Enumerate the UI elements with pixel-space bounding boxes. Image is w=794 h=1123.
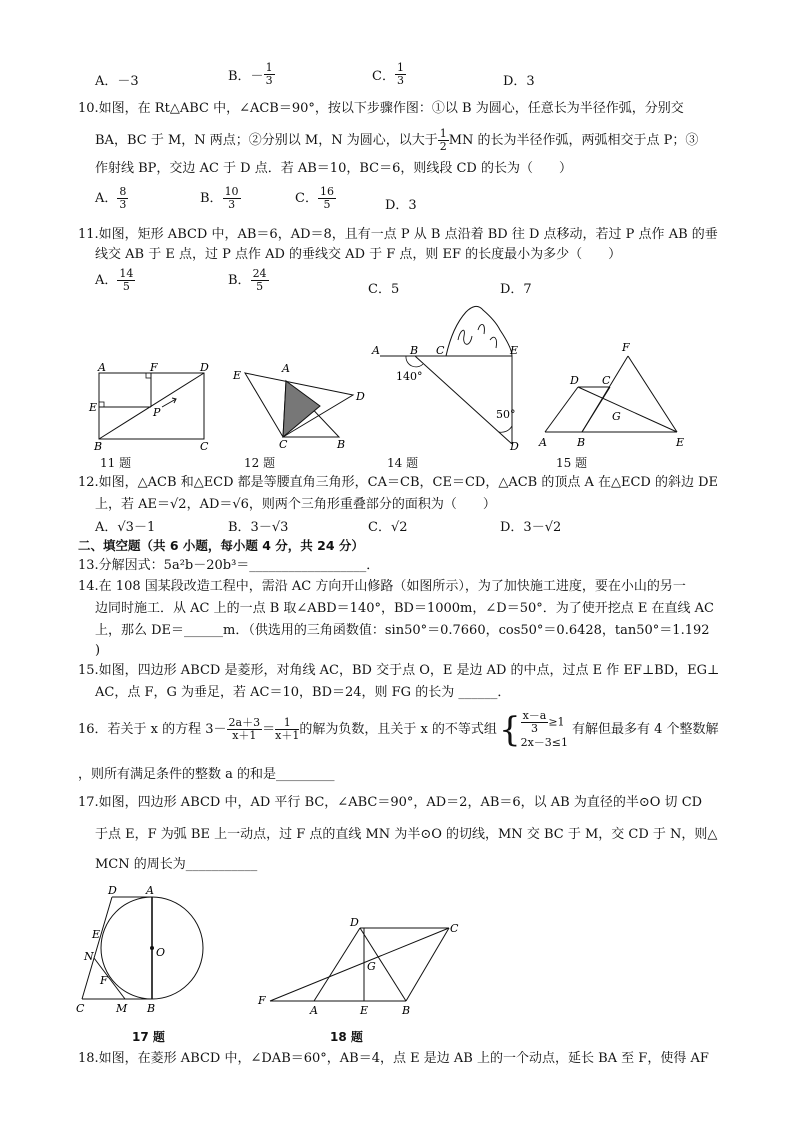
figure-15 [538,341,684,449]
f14-label-E: E [510,344,519,357]
f17-label-E: E [92,928,101,941]
f15-label-B: B [577,436,586,449]
f12-label-D: D [356,390,365,403]
section-2-heading: 二、填空题（共 6 小题，每小题 4 分，共 24 分） [78,538,364,553]
q11-line1: 11.如图，矩形 ABCD 中，AB＝6，AD＝8，且有一点 P 从 B 点沿着 BD 往 D 点移动，若过 P 点作 AB 的垂 [78,227,718,242]
f17-label-M: M [116,1002,128,1015]
f18-label-A: A [310,1004,318,1017]
q9-option-c: C． $\frac{1}{3}$ [372,61,404,87]
f17-label-D: D [108,884,117,897]
f14-label-B: B [410,344,419,357]
q15-line2: AC，点 F，G 为垂足，若 AC＝10，BD＝24，则 FG 的长为 ______． [95,685,511,700]
caption-14: 14 题 [387,456,419,470]
f11-label-P: P [153,406,161,419]
q14-line2: 边同时施工．从 AC 上的一点 B 取∠ABD＝140°，BD＝1000m，∠D＝50°．为了使开挖点 E 在直线 AC [95,601,714,616]
f11-label-A: A [98,361,106,374]
f17-label-O: O [156,946,166,959]
f17-label-F: F [100,974,108,987]
q14-line4: ) [95,643,101,658]
q12-option-b: B．3－√3 [228,520,289,535]
q17-line1: 17.如图，四边形 ABCD 中，AD 平行 BC，∠ABC＝90°，AD＝2，AB＝6，以 AB 为直径的半⊙O 切 CD [78,795,703,810]
caption-17: 17 题 [132,1030,165,1044]
q12-line2: 上，若 AE＝√2，AD＝√6，则两个三角形重叠部分的面积为（ ） [95,497,496,512]
f15-label-D: D [570,374,579,387]
f14-label-D: D [510,440,519,453]
f12-label-C: C [279,438,288,451]
q16-line2: ，则所有满足条件的整数 a 的和是_________ [78,767,335,782]
f18-label-E: E [360,1004,369,1017]
q12-line1: 12.如图，△ACB 和△ECD 都是等腰直角三角形，CA＝CB，CE＝CD，△ACB 的顶点 A 在△ECD 的斜边 DE [78,475,719,490]
f15-label-F: F [622,341,630,354]
f18-label-F: F [258,994,266,1007]
q12-option-c: C．√2 [368,520,408,535]
q12-option-d: D．3－√2 [500,520,562,535]
f18-label-C: C [450,922,459,935]
question-18: 18.如图，在菱形 ABCD 中，∠DAB＝60°，AB＝4，点 E 是边 AB 上的一个动点，延长 BA 至 F，使得 AF [78,1051,709,1066]
f11-label-E: E [89,401,98,414]
q17-line3: MCN 的周长为___________ [95,857,258,872]
figure-12 [232,362,365,451]
q10-line3: 作射线 BP，交边 AC 于 D 点．若 AB＝10，BC＝6，则线段 CD 的长为（ ） [95,161,572,176]
q9-option-b: B．－ $\frac{1}{3}$ [228,61,273,87]
f14-label-C: C [436,344,445,357]
f15-label-G: G [612,410,621,423]
q11-line2: 线交 AB 于 E 点，过 P 点作 AD 的垂线交 AD 于 F 点，则 EF 的长度最小为多少（ ） [95,247,622,262]
f15-label-A: A [539,436,547,449]
figure-18 [257,916,459,1017]
f11-label-B: B [94,440,103,453]
q17-line2: 于点 E，F 为弧 BE 上一动点，过 F 点的直线 MN 为半⊙O 的切线，MN 交 BC 于 M，交 CD 于 N，则△ [95,827,718,842]
q10-line2: BA，BC 于 M，N 两点；②分别以 M，N 为圆心，以大于 $\frac{1}{2}$ MN 的长为半径作弧，两弧相交于点 P；③ [95,127,699,153]
f12-label-A: A [282,362,290,375]
f14-label-140: 140° [396,370,423,383]
q10-option-c: C． $\frac{16}{5}$ [295,185,334,211]
f11-label-C: C [200,440,209,453]
caption-18: 18 题 [330,1030,363,1044]
caption-12: 12 题 [244,456,276,470]
f15-label-C: C [602,374,611,387]
f12-label-E: E [233,369,242,382]
caption-15: 15 题 [556,456,588,470]
f11-label-F: F [150,361,158,374]
q15-line1: 15.如图，四边形 ABCD 是菱形，对角线 AC，BD 交于点 O，E 是边 AD 的中点，过点 E 作 EF⊥BD，EG⊥ [78,663,720,678]
figure-14 [371,306,519,453]
q16-line1: 16．若关于 x 的方程 3－ $\frac{2a+3}{x+1}$ ＝ $\frac{1}{x+1}$ 的解为负数，且关于 x 的不等式组{ $\frac{x-a}{3}$ ≥1 2x－3≤1 有解但最多有 4 个整数解 [78,709,719,750]
q14-line1: 14.在 108 国某段改造工程中，需沿 AC 方向开山修路（如图所示），为了加快施工进度，要在小山的另一 [78,579,686,594]
question-13: 13.分解因式：5a²b－20b³＝__________________． [78,558,380,573]
f17-label-A: A [146,884,154,897]
f18-label-B: B [402,1004,411,1017]
caption-11: 11 题 [100,456,132,470]
q11-option-c: C．5 [368,282,400,297]
f14-label-50: 50° [496,408,516,421]
f17-label-C: C [76,1002,85,1015]
q16-system: $\frac{x-a}{3}$ ≥1 2x－3≤1 [520,709,568,749]
f14-label-A: A [372,344,380,357]
f18-label-D: D [350,916,359,929]
q10-line1: 10.如图，在 Rt△ABC 中，∠ACB＝90°，按以下步骤作图：①以 B 为圆心，任意长为半径作弧，分别交 [78,101,684,116]
q10-option-d: D．3 [385,198,417,213]
q9-option-a: A．－3 [95,74,139,89]
figures-row-1 [80,300,720,475]
q10-option-b: B． $\frac{10}{3}$ [200,185,239,211]
figures-row-2 [70,880,470,1020]
q9-option-d: D．3 [503,74,535,89]
q14-line3: 上，那么 DE＝______m．（供选用的三角函数值：sin50°＝0.7660，cos50°＝0.6428，tan50°＝1.192 [95,623,710,638]
q11-option-b: B． $\frac{24}{5}$ [228,267,267,293]
q11-option-d: D．7 [500,282,532,297]
q16-brace: { [498,709,521,750]
f18-label-G: G [367,960,376,973]
q11-option-a: A． $\frac{14}{5}$ [95,267,134,293]
f15-label-E: E [676,436,685,449]
f17-label-N: N [84,950,94,963]
q10-option-a: A． $\frac{8}{3}$ [95,185,127,211]
f11-label-D: D [200,361,209,374]
q12-option-a: A．√3－1 [95,520,156,535]
f12-label-B: B [337,438,346,451]
figure-17 [76,884,203,1015]
figure-11 [88,361,209,453]
f17-label-B: B [147,1002,156,1015]
